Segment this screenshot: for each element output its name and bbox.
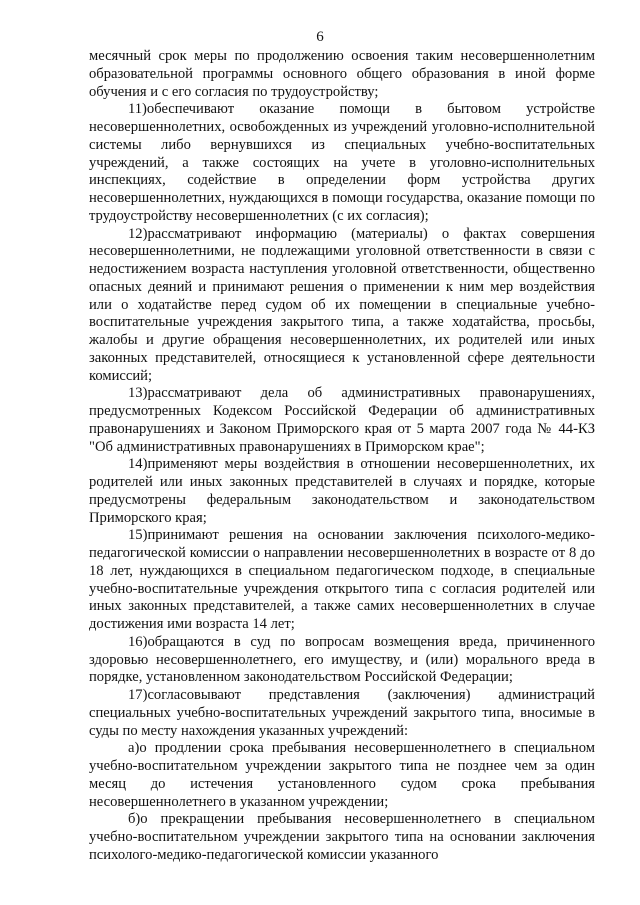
paragraph-item-17: 17)согласовывают представления (заключения) администраций специальных учебно-воспитательных учреждений закрытого типа, вносимые в суды по месту нахождения указанных учреждений: [89,687,595,739]
paragraph-continuation: месячный срок меры по продолжению освоения таким несовершеннолетним образовательной программы основного общего образования в иной форме обучения и с его согласия по трудоустройству; [89,48,595,100]
paragraph-subitem-b: б)о прекращении пребывания несовершеннолетнего в специальном учебно-воспитательном учреждении закрытого типа на основании заключения психолого-медико-педагогической комиссии указанного [89,811,595,863]
paragraph-item-15: 15)принимают решения на основании заключения психолого-медико-педагогической комиссии о направлении несовершеннолетних в возрасте от 8 до 18 лет, нуждающихся в специальном педагогическом подходе, в специальные учебно-воспитательные учреждения открытого типа с согласия родителей или иных законных представителей, а также самих несовершеннолетних в случае достижения ими возраста 14 лет; [89,527,595,632]
paragraph-item-14: 14)применяют меры воздействия в отношении несовершеннолетних, их родителей или иных законных представителей в случаях и порядке, которые предусмотрены федеральным законодательством и законодательством Приморского края; [89,456,595,526]
document-body [89,48,595,865]
paragraph-subitem-a: а)о продлении срока пребывания несовершеннолетнего в специальном учебно-воспитательном учреждении закрытого типа не позднее чем за один месяц до истечения установленного судом срока пребывания несовершеннолетнего в указанном учреждении; [89,740,595,810]
paragraph-item-16: 16)обращаются в суд по вопросам возмещения вреда, причиненного здоровью несовершеннолетнего, его имуществу, и (или) морального вреда в порядке, установленном законодательством Российской Федерации; [89,633,595,686]
paragraph-item-11: 11)обеспечивают оказание помощи в бытовом устройстве несовершеннолетних, освобожденных из учреждений уголовно-исполнительной системы либо вернувшихся из специальных учебно-воспитательных учреждений, а также состоящих на учете в уголовно-исполнительных инспекциях, содействие в определении форм устройства других несовершеннолетних, нуждающихся в помощи государства, оказание помощи по трудоустройству несовершеннолетних (с их согласия); [89,101,595,224]
page-number: 6 [316,29,324,45]
paragraph-item-12: 12)рассматривают информацию (материалы) о фактах совершения несовершеннолетними, не подлежащими уголовной ответственности в связи с недостижением возраста наступления уголовной ответственности, общественно опасных деяний и принимают решения о применении к ним мер воздействия или о ходатайстве перед судом об их помещении в специальные учебно-воспитательные учреждения закрытого типа, а также ходатайства, просьбы, жалобы и другие обращения несовершеннолетних, их родителей или иных законных представителей, относящиеся к установленной сфере деятельности комиссий; [89,225,595,384]
paragraph-item-13: 13)рассматривают дела об административных правонарушениях, предусмотренных Кодексом Российской Федерации об административных правонарушениях и Законом Приморского края от 5 марта 2007 года № 44-КЗ "Об административных правонарушениях в Приморском крае"; [89,385,595,455]
